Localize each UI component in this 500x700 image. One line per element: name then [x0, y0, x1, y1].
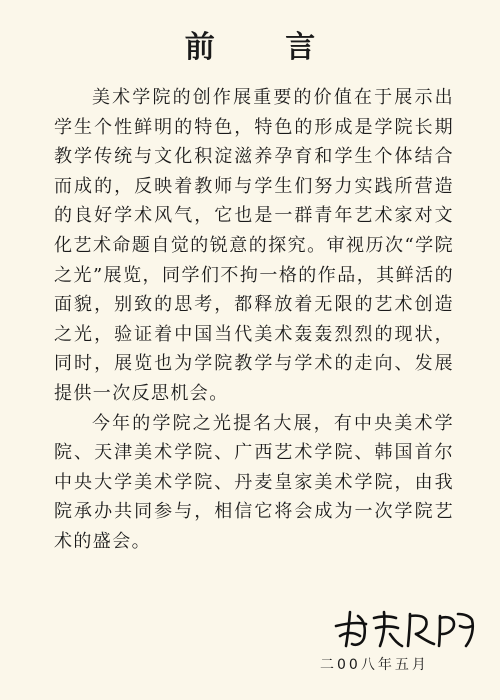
date-line: 二00八年五月: [320, 657, 429, 673]
page-title: 前 言: [184, 30, 346, 65]
paragraph-2: 今年的学院之光提名大展，有中央美术学院、天津美术学院、广西艺术学院、韩国首尔中央大学美术学院、丹麦皇家美术学院，由我院承办共同参与，相信它将会成为一次学院艺术的盛会。: [54, 412, 454, 552]
paragraph-1: 美术学院的创作展重要的价值在于展示出学生个性鲜明的特色，特色的形成是学院长期教学传统与文化积淀滋养孕育和学生个体结合而成的，反映着教师与学生们努力实践所营造的良好学术风气，它也是一群青年艺术家对文化艺术命题自觉的锐意的探究。审视历次“学院之光”展览，同学们不拘一格的作品，其鲜活的面貌，别致的思考，都释放着无限的艺术创造之光，验证着中国当代美术轰轰烈烈的现状，同时，展览也为学院教学与学术的走向、发展提供一次反思机会。: [54, 87, 454, 404]
handwritten-signature: [330, 606, 480, 650]
body-text: [54, 83, 454, 557]
